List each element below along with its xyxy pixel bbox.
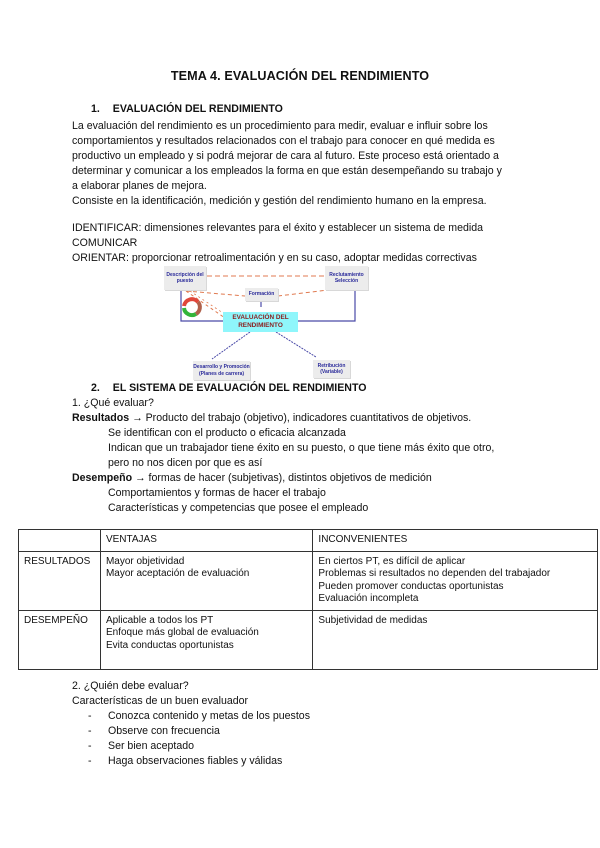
list-item	[88, 709, 310, 724]
list-item-text: Ser bien aceptado	[108, 740, 194, 752]
list-item-text: Haga observaciones fiables y válidas	[108, 755, 283, 767]
section-2-who	[72, 679, 310, 769]
resultados-line	[72, 411, 494, 426]
ventajas-cell	[100, 610, 312, 669]
node-center-evaluation: EVALUACIÓN DEL RENDIMIENTO	[223, 312, 298, 332]
list-item	[88, 739, 310, 754]
question-what: 1. ¿Qué evaluar?	[72, 397, 154, 409]
evaluator-intro: Características de un buen evaluador	[72, 695, 249, 707]
cell-line: Evaluación incompleta	[318, 593, 419, 604]
desempeno-sub: Comportamientos y formas de hacer el trabajo	[108, 487, 326, 499]
cell-line: Enfoque más global de evaluación	[105, 627, 259, 638]
section-2-number: 2.	[91, 382, 100, 394]
node-job-description: Descripción del puesto	[164, 266, 206, 290]
desempeno-label: Desempeño	[72, 472, 133, 484]
evaluator-traits-list	[88, 709, 310, 769]
list-item-text: Observe con frecuencia	[108, 725, 220, 737]
desempeno-line	[72, 471, 494, 486]
row-label: RESULTADOS	[19, 551, 101, 610]
section-1-number: 1.	[91, 103, 100, 115]
paragraph-line: comportamientos y resultados relacionados con el trabajo para conocer en qué medida es	[72, 135, 495, 147]
section-2-body	[72, 396, 494, 516]
question-who: 2. ¿Quién debe evaluar?	[72, 680, 189, 692]
section-1-heading	[91, 103, 283, 115]
table-header-row	[19, 530, 598, 552]
cell-line: Mayor aceptación de evaluación	[105, 568, 250, 579]
list-item	[88, 754, 310, 769]
dash-bullet-icon: -	[88, 740, 92, 752]
resultados-sub: Se identifican con el producto o eficacia alcanzada	[108, 427, 346, 439]
cell-line: Aplicable a todos los PT	[105, 614, 214, 626]
resultados-sub: pero no nos dicen por que es así	[108, 457, 263, 469]
desempeno-sub: Características y competencias que posee el empleado	[108, 502, 369, 514]
node-compensation: Retribución (Variable)	[313, 360, 350, 378]
cell-line: En ciertos PT, es difícil de aplicar	[318, 555, 466, 567]
list-item-text: Conozca contenido y metas de los puestos	[108, 710, 310, 722]
section-2-heading	[91, 382, 366, 394]
node-development: Desarrollo y Promoción (Planes de carrera)	[193, 361, 250, 380]
paragraph-line: Consiste en la identificación, medición y gestión del rendimiento humano en la empresa.	[72, 195, 487, 207]
objective-orientar: ORIENTAR: proporcionar retroalimentación y en su caso, adoptar medidas correctivas	[72, 252, 477, 264]
node-training: Formación	[245, 288, 278, 301]
objective-comunicar: COMUNICAR	[72, 237, 138, 249]
node-recruitment: Reclutamiento Selección	[325, 266, 368, 290]
ventajas-cell	[100, 551, 312, 610]
cell-line: Pueden promover conductas oportunistas	[318, 580, 504, 592]
table-header-inconvenientes: INCONVENIENTES	[313, 530, 598, 552]
dash-bullet-icon: -	[88, 725, 92, 737]
desempeno-text: → formas de hacer (subjetivas), distintos objetivos de medición	[135, 472, 432, 484]
row-label: DESEMPEÑO	[19, 610, 101, 669]
objective-identificar: IDENTIFICAR: dimensiones relevantes para el éxito y establecer un sistema de medida	[72, 222, 483, 234]
dash-bullet-icon: -	[88, 710, 92, 722]
comparison-table	[18, 529, 598, 670]
table-header-empty	[19, 530, 101, 552]
resultados-label: Resultados	[72, 412, 130, 424]
paragraph-line: determinar y comunicar a los empleados la forma en que están desempeñando su trabajo y	[72, 165, 502, 177]
evaluation-diagram	[150, 260, 420, 385]
table-row	[19, 610, 598, 669]
page-title: TEMA 4. EVALUACIÓN DEL RENDIMIENTO	[170, 69, 430, 83]
cycle-icon	[184, 299, 200, 315]
paragraph-line: a elaborar planes de mejora.	[72, 180, 207, 192]
table-header-ventajas: VENTAJAS	[100, 530, 312, 552]
paragraph-line: productivo un empleado y si podrá mejorar de cara al futuro. Este proceso está orientado a	[72, 150, 499, 162]
inconvenientes-cell	[313, 551, 598, 610]
cell-line: Evita conductas oportunistas	[105, 639, 234, 651]
dash-bullet-icon: -	[88, 755, 92, 767]
cell-line: Subjetividad de medidas	[318, 614, 428, 626]
table-row	[19, 551, 598, 610]
resultados-text: → Producto del trabajo (objetivo), indicadores cuantitativos de objetivos.	[132, 412, 472, 424]
section-2-title: EL SISTEMA DE EVALUACIÓN DEL RENDIMIENTO	[112, 382, 367, 394]
inconvenientes-cell	[313, 610, 598, 669]
cell-line: Mayor objetividad	[105, 555, 185, 567]
cell-line: Problemas si resultados no dependen del trabajador	[318, 568, 551, 579]
section-1-paragraph	[72, 119, 502, 209]
resultados-sub: Indican que un trabajador tiene éxito en su puesto, o que tiene más éxito que otro,	[108, 442, 495, 454]
section-1-title: EVALUACIÓN DEL RENDIMIENTO	[112, 103, 283, 115]
list-item	[88, 724, 310, 739]
paragraph-line: La evaluación del rendimiento es un procedimiento para medir, evaluar e influir sobre los	[72, 120, 488, 132]
